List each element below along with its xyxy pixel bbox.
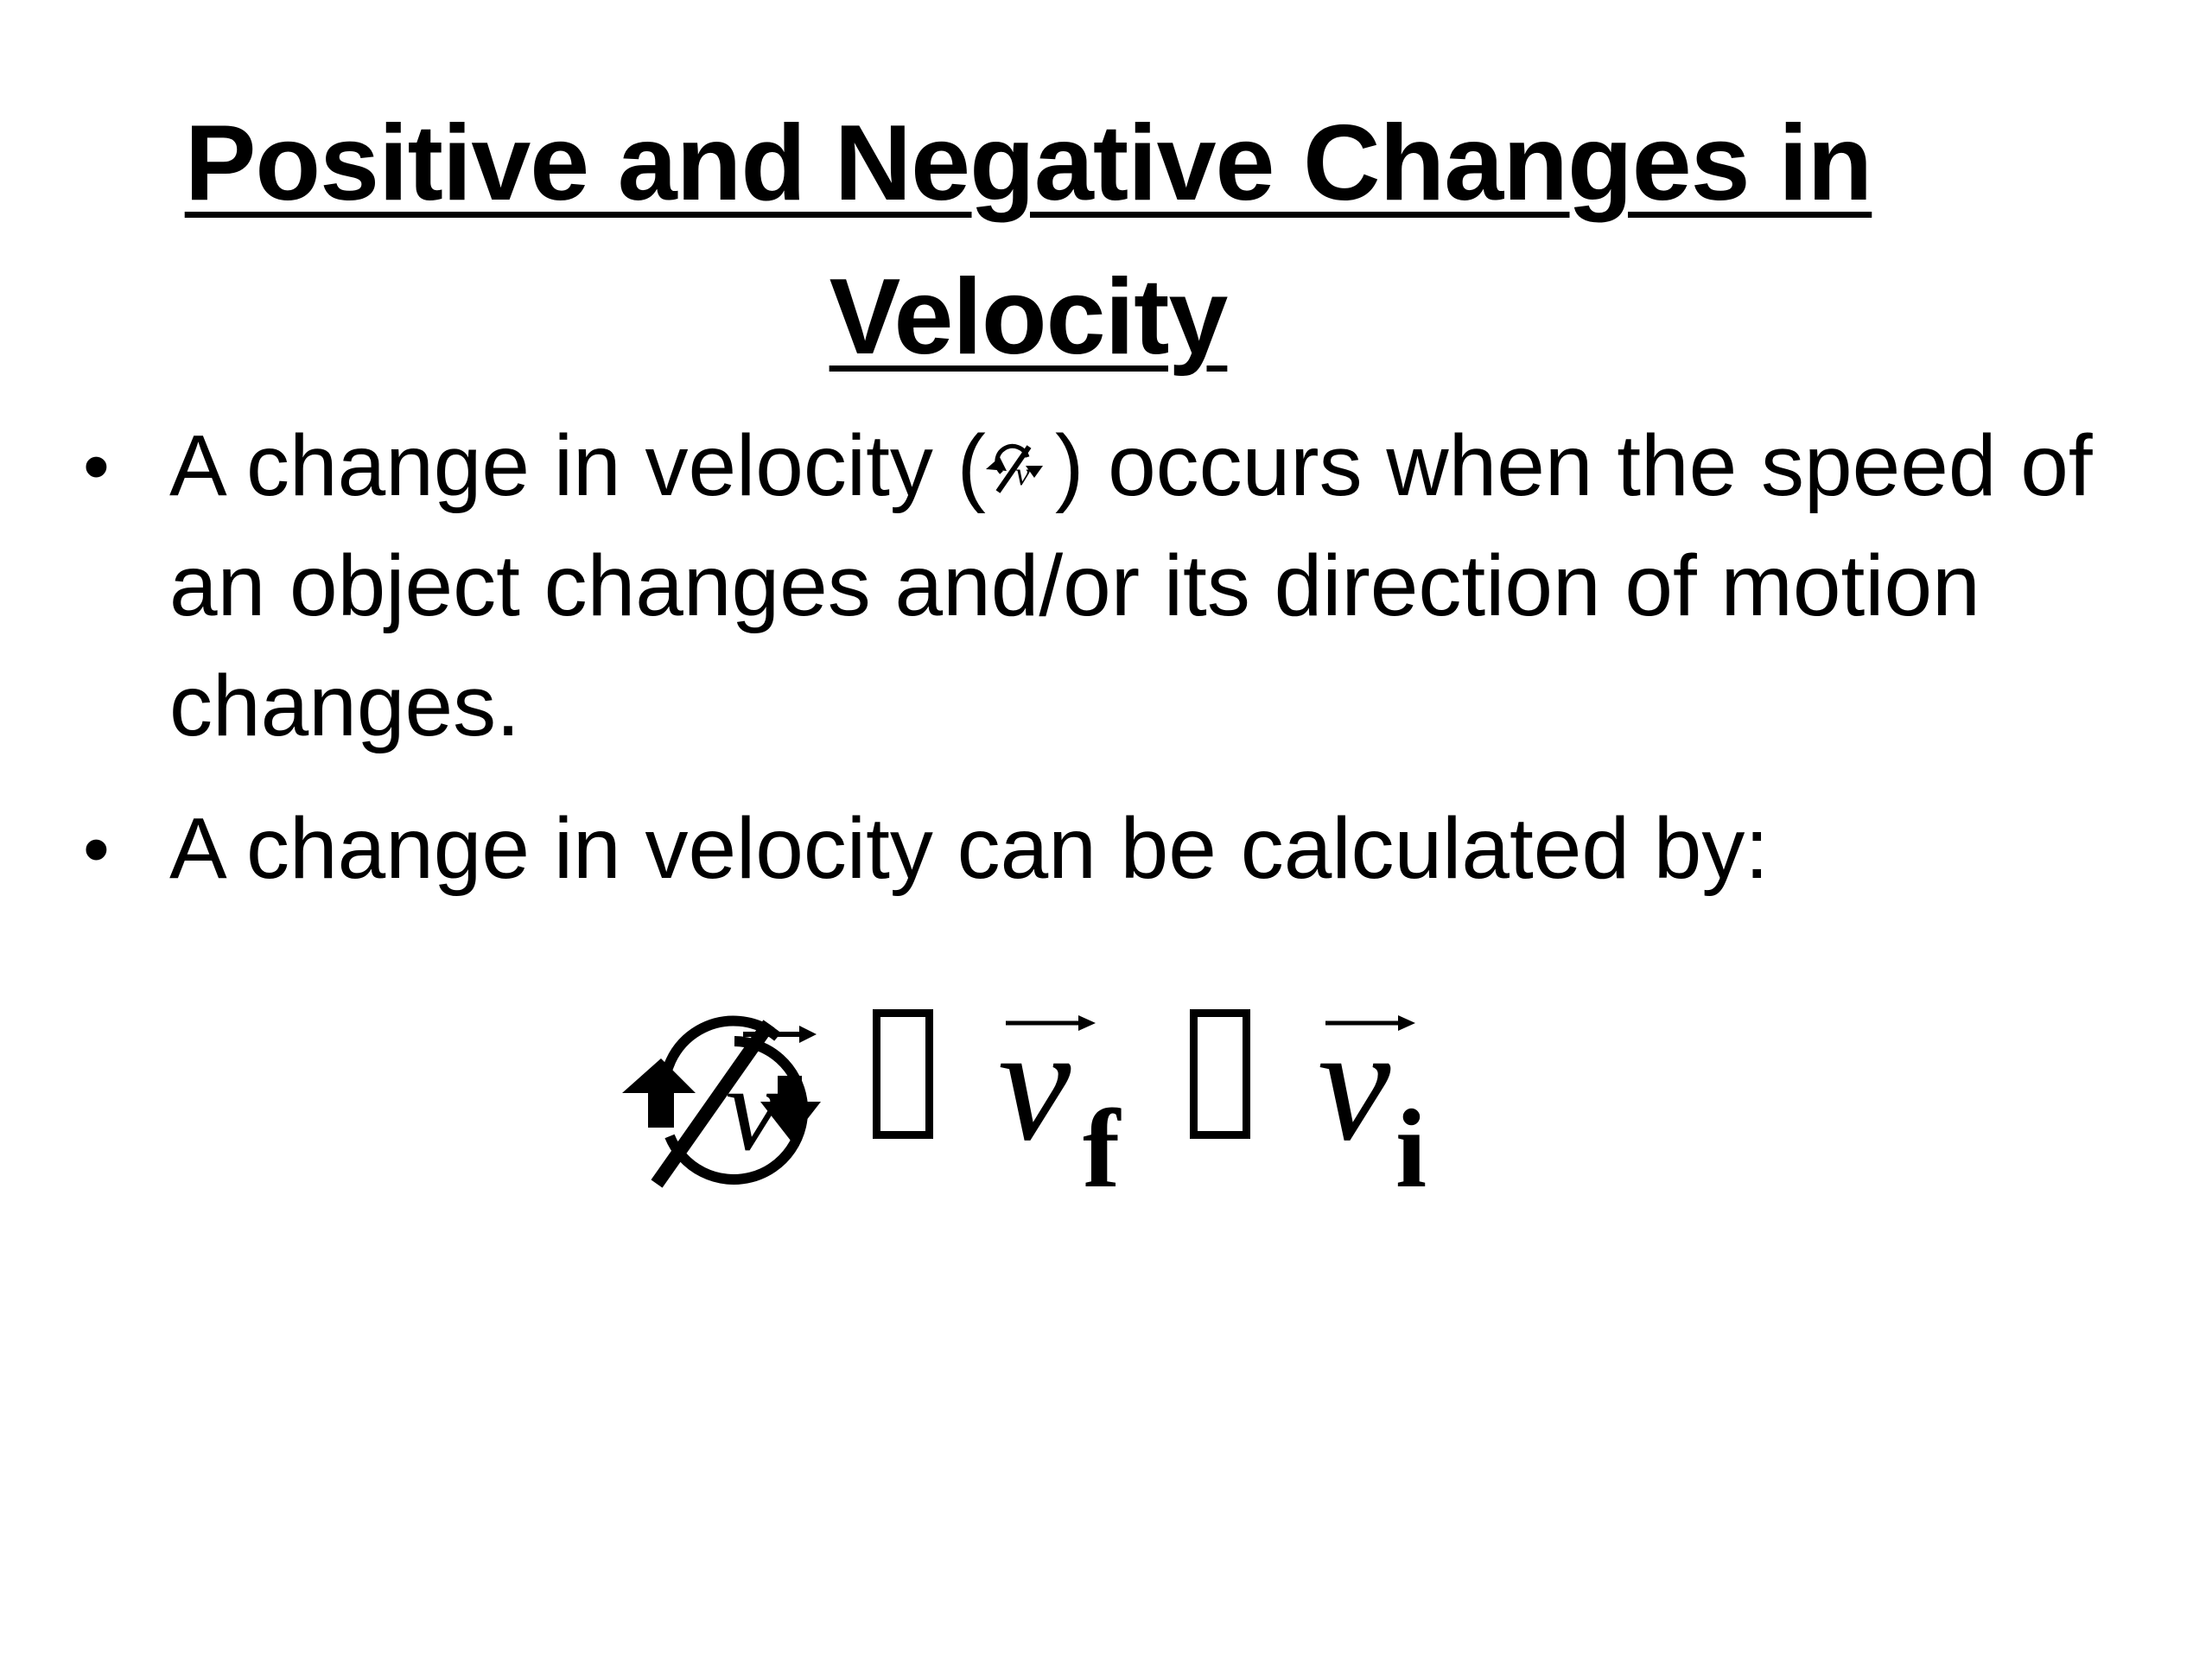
bullet-item-1 xyxy=(78,406,2100,766)
equation-term-1-variable: v xyxy=(998,994,1071,1175)
svg-text:v: v xyxy=(1014,456,1030,493)
delta-v-garbled-symbol-icon xyxy=(986,411,1055,493)
velocity-change-equation xyxy=(605,959,1469,1218)
missing-glyph-box-icon xyxy=(1190,1009,1250,1139)
slide-title-line-1: Positive and Negative Changes in xyxy=(184,104,1872,223)
slide-title xyxy=(138,86,1918,394)
bullet-item-2 xyxy=(78,789,2100,909)
delta-v-garbled-symbol-icon xyxy=(605,989,864,1192)
equation-term-2-subscript: i xyxy=(1395,1087,1427,1211)
bullet-2-text: A change in velocity can be calculated by: xyxy=(169,800,1770,897)
bullet-1-text-before: A change in velocity ( xyxy=(169,417,986,514)
bullet-dot: • xyxy=(83,423,110,509)
equation-term-2-variable: v xyxy=(1318,994,1391,1175)
bullet-list xyxy=(78,406,2100,931)
svg-text:v: v xyxy=(726,1042,780,1176)
slide-title-line-2: Velocity xyxy=(829,257,1228,377)
equation-term-1-subscript: f xyxy=(1083,1087,1121,1211)
missing-glyph-box-icon xyxy=(873,1009,933,1139)
bullet-dot: • xyxy=(83,806,110,892)
bullet-1-text-after: ) occurs when the speed of an object changes and/or its direction of motion changes. xyxy=(169,417,2093,754)
